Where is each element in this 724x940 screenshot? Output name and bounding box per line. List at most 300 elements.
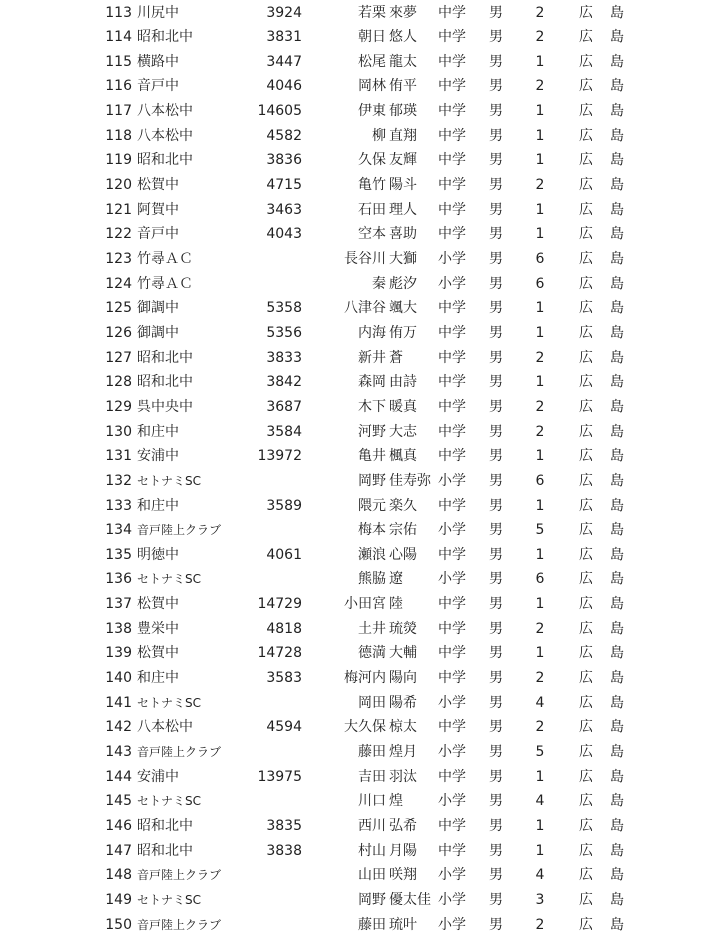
sex: 男 [489,324,503,341]
grade: 2 [535,423,545,440]
school-level: 小学 [438,251,466,267]
entry-number: 114 [105,29,132,46]
table-row [0,444,724,469]
family-name: 八津谷 [344,300,386,317]
registration-number: 3842 [266,374,302,391]
prefecture-char-2: 島 [610,275,624,292]
registration-number: 4061 [266,546,302,563]
prefecture-char-2: 島 [610,867,624,884]
family-name: 土井 [358,620,386,637]
school-level: 小学 [438,916,466,933]
table-row [0,296,724,321]
prefecture-char-2: 島 [610,916,624,933]
school-level: 小学 [438,472,466,489]
sex: 男 [489,645,503,662]
school-level: 中学 [438,324,466,341]
table-row [0,469,724,494]
table-row [0,99,724,124]
family-name: 藤田 [358,916,386,933]
sex: 男 [489,744,503,760]
given-name: 楽久 [389,497,417,514]
family-name: 亀竹 [358,177,386,194]
team-name: 昭和北中 [137,374,193,391]
school-level: 小学 [438,744,466,760]
given-name: 郁瑛 [389,103,417,120]
registration-number: 3583 [266,670,302,687]
registration-number: 4594 [266,719,302,736]
school-level: 中学 [438,201,466,218]
grade: 2 [535,177,545,194]
sex: 男 [489,78,503,95]
entry-number: 132 [105,472,132,489]
registration-number: 3687 [266,398,302,415]
prefecture-char-2: 島 [610,694,624,711]
entry-number: 149 [105,891,132,908]
grade: 4 [535,867,545,884]
school-level: 中学 [438,29,466,46]
family-name: 岡林 [358,78,386,95]
sex: 男 [489,29,503,46]
grade: 2 [535,620,545,637]
registration-number: 3447 [266,53,302,70]
family-name: 梅本 [358,522,386,539]
given-name: 煌月 [389,744,417,760]
prefecture-char-2: 島 [610,4,624,21]
team-name: 和庄中 [137,423,179,440]
given-name: 宗佑 [389,522,417,539]
table-row [0,715,724,740]
team-name: 音戸陸上クラブ [137,745,222,759]
school-level: 中学 [438,546,466,563]
school-level: 中学 [438,374,466,391]
prefecture-char-2: 島 [610,522,624,539]
grade: 6 [535,472,545,489]
registration-number: 3924 [266,4,302,21]
prefecture-char-2: 島 [610,349,624,366]
grade: 1 [535,53,545,70]
table-row [0,395,724,420]
team-name: 音戸陸上クラブ [137,523,222,538]
entry-number: 128 [105,374,132,391]
sex: 男 [489,177,503,194]
sex: 男 [489,398,503,415]
prefecture-char-2: 島 [610,571,624,588]
entry-number: 120 [105,177,132,194]
team-name: 八本松中 [137,103,193,120]
family-name: 川口 [358,793,386,810]
school-level: 小学 [438,694,466,711]
team-name: 昭和北中 [137,152,193,169]
grade: 1 [535,324,545,341]
family-name: 岡田 [358,694,386,711]
team-name: 御調中 [137,324,179,341]
family-name: 木下 [358,398,386,415]
family-name: 岡野 [358,472,386,489]
table-row [0,814,724,839]
entry-number: 135 [105,546,132,563]
grade: 2 [535,398,545,415]
prefecture-char-1: 広 [579,29,593,46]
given-name: 琉熒 [389,620,417,637]
registration-number: 3838 [266,842,302,859]
prefecture-char-1: 広 [579,620,593,637]
entry-number: 129 [105,398,132,415]
sex: 男 [489,546,503,563]
grade: 2 [535,29,545,46]
school-level: 中学 [438,53,466,70]
prefecture-char-1: 広 [579,596,593,613]
given-name: 煌 [389,793,403,810]
family-name: 大久保 [344,719,386,736]
entry-number: 115 [105,53,132,70]
grade: 1 [535,448,545,465]
table-row [0,74,724,99]
entry-number: 141 [105,694,132,711]
table-row [0,50,724,75]
school-level: 中学 [438,103,466,120]
table-row [0,494,724,519]
team-name: 昭和北中 [137,349,193,366]
grade: 5 [535,522,545,539]
registration-number: 13972 [257,448,302,465]
sex: 男 [489,842,503,859]
grade: 1 [535,842,545,859]
prefecture-char-1: 広 [579,817,593,834]
table-row [0,789,724,814]
sex: 男 [489,670,503,687]
table-row [0,567,724,592]
prefecture-char-2: 島 [610,78,624,95]
school-level: 小学 [438,275,466,292]
family-name: 村山 [358,842,386,859]
prefecture-char-1: 広 [579,842,593,859]
grade: 2 [535,670,545,687]
grade: 1 [535,300,545,317]
entry-number: 121 [105,201,132,218]
family-name: 空本 [358,226,386,243]
entry-number: 137 [105,596,132,613]
family-name: 瀬浪 [358,546,386,563]
school-level: 中学 [438,817,466,834]
sex: 男 [489,53,503,70]
prefecture-char-1: 広 [579,744,593,760]
entry-number: 142 [105,719,132,736]
entry-number: 143 [105,744,132,760]
prefecture-char-1: 広 [579,300,593,317]
prefecture-char-2: 島 [610,152,624,169]
table-row [0,1,724,26]
given-name: 由詩 [389,374,417,391]
entry-number: 147 [105,842,132,859]
prefecture-char-1: 広 [579,546,593,563]
registration-number: 3584 [266,423,302,440]
table-row [0,691,724,716]
registration-number: 4818 [266,620,302,637]
sex: 男 [489,571,503,588]
team-name: セトナミSC [137,794,201,809]
family-name: 岡野 [358,891,386,908]
prefecture-char-2: 島 [610,29,624,46]
family-name: 新井 [358,349,386,366]
registration-number: 4715 [266,177,302,194]
sex: 男 [489,127,503,144]
given-name: 佳寿弥 [389,472,431,489]
family-name: 柳 [372,127,386,144]
prefecture-char-2: 島 [610,226,624,243]
given-name: 月陽 [389,842,417,859]
registration-number: 3463 [266,201,302,218]
registration-number: 3833 [266,349,302,366]
entry-number: 113 [105,4,132,21]
family-name: 伊東 [358,103,386,120]
family-name: 德満 [358,645,386,662]
grade: 1 [535,103,545,120]
registration-number: 13975 [257,768,302,785]
prefecture-char-2: 島 [610,127,624,144]
school-level: 中学 [438,645,466,662]
team-name: 横路中 [137,53,179,70]
team-name: セトナミSC [137,473,201,488]
table-row [0,765,724,790]
grade: 1 [535,596,545,613]
grade: 3 [535,891,545,908]
prefecture-char-2: 島 [610,448,624,465]
sex: 男 [489,867,503,884]
family-name: 久保 [358,152,386,169]
registration-number: 4043 [266,226,302,243]
entry-number: 117 [105,103,132,120]
prefecture-char-1: 広 [579,670,593,687]
school-level: 中学 [438,300,466,317]
entry-number: 146 [105,817,132,834]
family-name: 熊脇 [358,571,386,588]
team-name: 和庄中 [137,670,179,687]
school-level: 小学 [438,571,466,588]
team-name: 昭和北中 [137,29,193,46]
grade: 1 [535,201,545,218]
prefecture-char-1: 広 [579,4,593,21]
team-name: 御調中 [137,300,179,317]
grade: 1 [535,127,545,144]
team-name: 安浦中 [137,768,179,785]
sex: 男 [489,349,503,366]
sex: 男 [489,620,503,637]
prefecture-char-1: 広 [579,497,593,514]
school-level: 中学 [438,127,466,144]
team-name: セトナミSC [137,572,201,587]
prefecture-char-2: 島 [610,891,624,908]
entry-number: 116 [105,78,132,95]
registration-number: 4582 [266,127,302,144]
given-name: 颯大 [389,300,417,317]
table-row [0,617,724,642]
grade: 2 [535,78,545,95]
prefecture-char-2: 島 [610,719,624,736]
grade: 1 [535,817,545,834]
school-level: 中学 [438,152,466,169]
grade: 1 [535,645,545,662]
table-row [0,518,724,543]
prefecture-char-2: 島 [610,103,624,120]
family-name: 小田宮 [344,596,386,613]
school-level: 中学 [438,842,466,859]
grade: 1 [535,226,545,243]
prefecture-char-1: 広 [579,275,593,292]
prefecture-char-2: 島 [610,793,624,810]
table-row [0,124,724,149]
school-level: 中学 [438,719,466,736]
family-name: 秦 [372,275,386,292]
team-name: セトナミSC [137,892,201,907]
prefecture-char-1: 広 [579,793,593,810]
table-row [0,346,724,371]
prefecture-char-1: 広 [579,867,593,884]
given-name: 咲翔 [389,867,417,884]
school-level: 小学 [438,522,466,539]
given-name: 心陽 [389,546,417,563]
given-name: 羽汰 [389,768,417,785]
school-level: 中学 [438,448,466,465]
registration-number: 14605 [257,103,302,120]
sex: 男 [489,201,503,218]
given-name: 蒼 [389,349,403,366]
prefecture-char-1: 広 [579,719,593,736]
prefecture-char-2: 島 [610,645,624,662]
table-row [0,913,724,938]
table-row [0,25,724,50]
prefecture-char-2: 島 [610,546,624,563]
prefecture-char-2: 島 [610,374,624,391]
given-name: 陽向 [389,670,417,687]
sex: 男 [489,891,503,908]
table-row [0,839,724,864]
registration-number: 5356 [266,324,302,341]
grade: 1 [535,374,545,391]
family-name: 長谷川 [344,251,386,267]
sex: 男 [489,472,503,489]
school-level: 中学 [438,78,466,95]
school-level: 小学 [438,891,466,908]
grade: 1 [535,546,545,563]
table-row [0,666,724,691]
family-name: 石田 [358,201,386,218]
sex: 男 [489,719,503,736]
registration-number: 3589 [266,497,302,514]
family-name: 亀井 [358,448,386,465]
given-name: 侑平 [389,78,417,95]
prefecture-char-1: 広 [579,152,593,169]
family-name: 松尾 [358,53,386,70]
sex: 男 [489,103,503,120]
team-name: 昭和北中 [137,817,193,834]
prefecture-char-1: 広 [579,645,593,662]
grade: 1 [535,152,545,169]
prefecture-char-2: 島 [610,842,624,859]
sex: 男 [489,4,503,21]
team-name: 和庄中 [137,497,179,514]
prefecture-char-1: 広 [579,398,593,415]
grade: 1 [535,768,545,785]
table-row [0,543,724,568]
sex: 男 [489,374,503,391]
prefecture-char-2: 島 [610,497,624,514]
prefecture-char-1: 広 [579,448,593,465]
table-row [0,247,724,272]
entry-number: 145 [105,793,132,810]
table-row [0,173,724,198]
table-row [0,641,724,666]
given-name: 直翔 [389,127,417,144]
team-name: 阿賀中 [137,201,179,218]
prefecture-char-1: 広 [579,201,593,218]
given-name: 理人 [389,201,417,218]
table-row [0,198,724,223]
table-row [0,272,724,297]
table-row [0,370,724,395]
entry-number: 139 [105,645,132,662]
prefecture-char-1: 広 [579,349,593,366]
team-name: 川尻中 [137,4,179,21]
prefecture-char-1: 広 [579,374,593,391]
prefecture-char-1: 広 [579,423,593,440]
family-name: 山田 [358,867,386,884]
entry-number: 124 [105,275,132,292]
table-row [0,420,724,445]
given-name: 喜助 [389,226,417,243]
prefecture-char-1: 広 [579,78,593,95]
team-name: 明徳中 [137,546,179,563]
sex: 男 [489,300,503,317]
team-name: セトナミSC [137,695,201,710]
school-level: 中学 [438,4,466,21]
prefecture-char-1: 広 [579,324,593,341]
prefecture-char-1: 広 [579,103,593,120]
grade: 6 [535,275,545,292]
given-name: 弘希 [389,817,417,834]
grade: 4 [535,793,545,810]
team-name: 呉中央中 [137,398,193,415]
entry-number: 150 [105,916,132,933]
entry-number: 127 [105,349,132,366]
team-name: 松賀中 [137,596,179,613]
sex: 男 [489,817,503,834]
school-level: 中学 [438,398,466,415]
given-name: 椋太 [389,719,417,736]
school-level: 中学 [438,349,466,366]
family-name: 朝日 [358,29,386,46]
school-level: 中学 [438,177,466,194]
given-name: 琉叶 [389,916,417,933]
registration-number: 4046 [266,78,302,95]
prefecture-char-2: 島 [610,423,624,440]
family-name: 西川 [358,817,386,834]
team-name: 豊栄中 [137,620,179,637]
grade: 6 [535,251,545,267]
sex: 男 [489,596,503,613]
prefecture-char-2: 島 [610,324,624,341]
school-level: 中学 [438,423,466,440]
prefecture-char-2: 島 [610,53,624,70]
given-name: 大獅 [389,251,417,267]
entry-number: 136 [105,571,132,588]
sex: 男 [489,152,503,169]
school-level: 中学 [438,768,466,785]
school-level: 中学 [438,596,466,613]
family-name: 若栗 [358,4,386,21]
given-name: 楓真 [389,448,417,465]
entry-number: 123 [105,251,132,267]
school-level: 中学 [438,226,466,243]
